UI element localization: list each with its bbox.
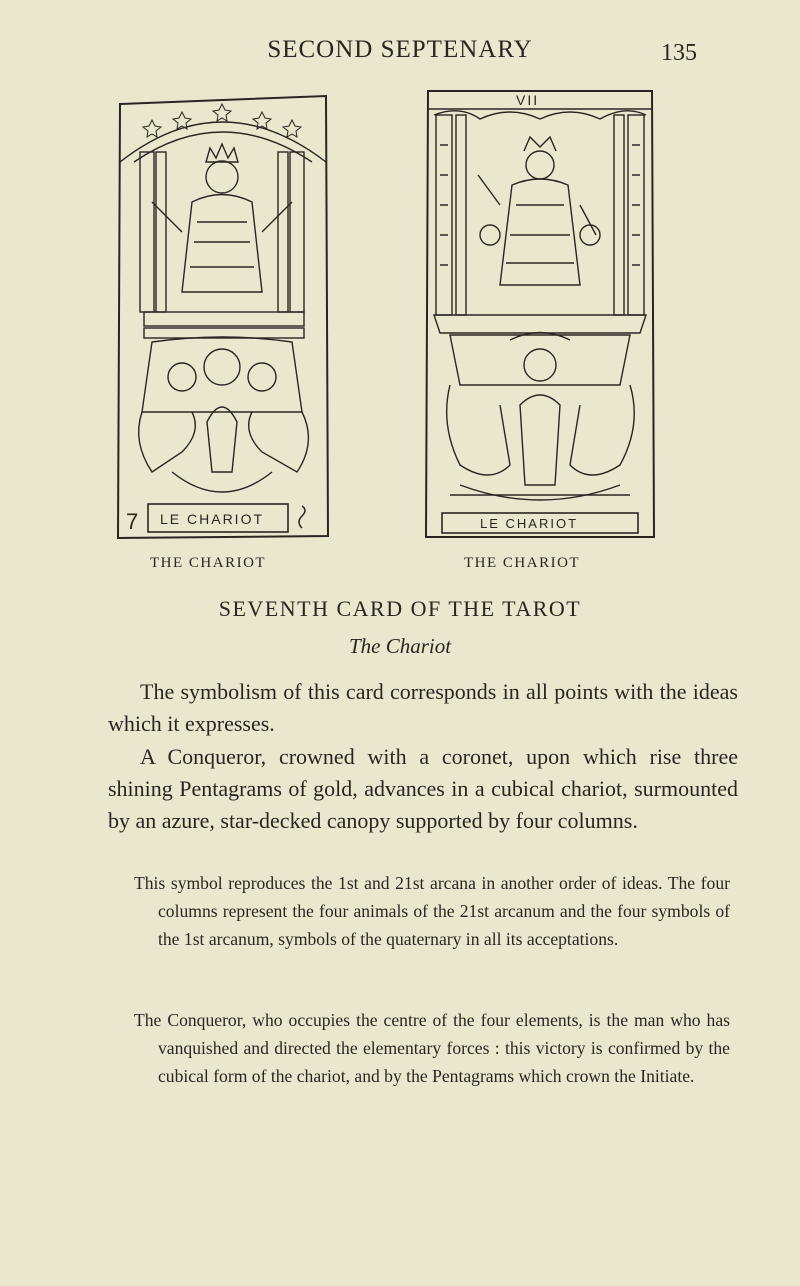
running-head: SECOND SEPTENARY — [267, 36, 533, 63]
hebrew-letter-glyph — [299, 506, 305, 528]
paragraph-1: The symbolism of this card corresponds in all points with the ideas which it expresses. — [108, 679, 738, 736]
chariot-card-illustration-left — [112, 92, 332, 542]
figure-chariot-left — [112, 92, 332, 542]
section-subtitle: The Chariot — [348, 634, 452, 658]
page-number: 135 — [661, 40, 697, 66]
card-numeral-right: VII — [516, 92, 540, 108]
paragraph-2: A Conqueror, crowned with a coronet, upon which rise three shining Pentagrams of gold, advances in a cubical chariot, surmounted by an azure, star-decked canopy supported by four columns. — [108, 744, 738, 833]
section-title: SEVENTH CARD OF THE TAROT — [218, 596, 582, 621]
caption-right: THE CHARIOT — [464, 555, 581, 571]
paragraph-3: This symbol reproduces the 1st and 21st arcana in another order of ideas. The four columns represent the four animals of the 21st arcanum and the four symbols of the 1st arcanum, symbols of the quaternary in all its acceptations. — [134, 873, 730, 949]
card-label-right: LE CHARIOT — [480, 516, 579, 531]
paragraph-4: The Conqueror, who occupies the centre of the four elements, is the man who has vanquished and directed the elementary forces : this victory is confirmed by the cubical form of the chariot, and by the Pentagrams which crown the Initiate. — [134, 1010, 730, 1086]
caption-left: THE CHARIOT — [150, 555, 267, 571]
chariot-card-illustration-right — [420, 85, 660, 545]
figure-chariot-right — [420, 85, 660, 545]
card-label-left: LE CHARIOT — [160, 511, 265, 527]
card-number-left: 7 — [126, 509, 139, 534]
